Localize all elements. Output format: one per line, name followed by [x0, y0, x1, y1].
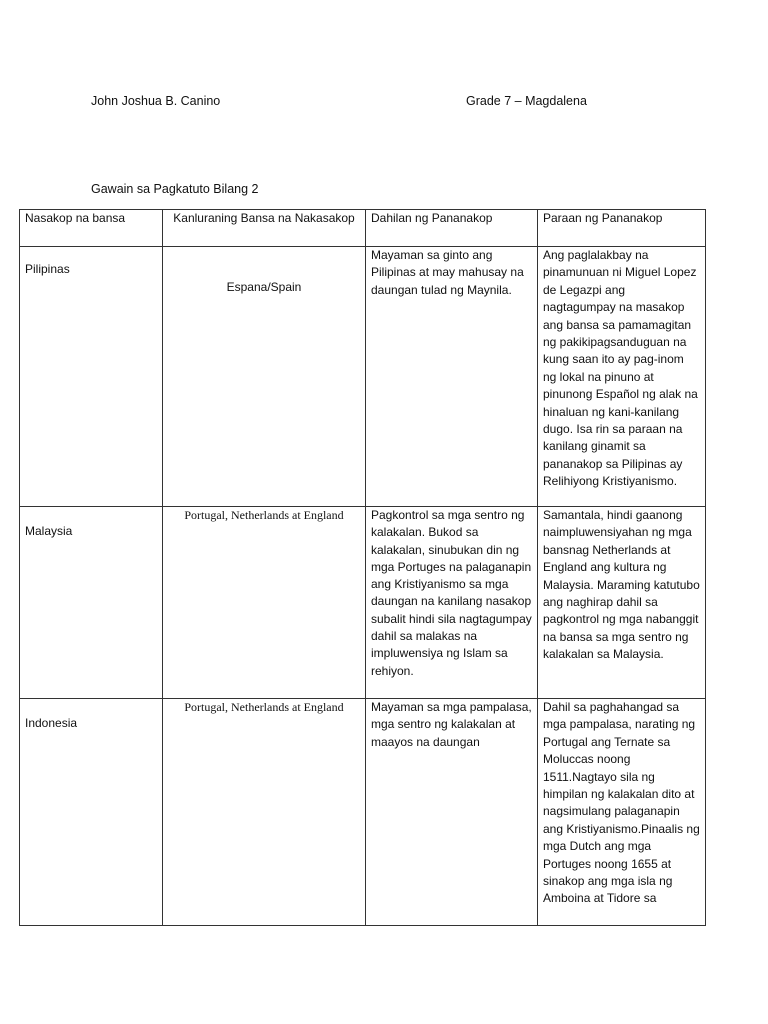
header-colonized-country: Nasakop na bansa: [20, 210, 163, 247]
header-method: Paraan ng Pananakop: [538, 210, 706, 247]
country-name: Indonesia: [25, 716, 78, 730]
reason-text: Pagkontrol sa mga sentro ng kalakalan. Bukod sa kalakalan, sinubukan din ng mga Portuges na palaganapin ang Kristiyanismo sa mga daungan na kanilang nasakop subalit hindi sila nagtagumpay dahil sa malakas na impluwensiya ng Islam sa rehiyon.: [371, 508, 532, 678]
colonizer-name: Portugal, Netherlands at England: [184, 700, 344, 714]
cell-colonizer: [163, 507, 366, 699]
grade-section: Grade 7 – Magdalena: [466, 94, 587, 108]
cell-reason: [366, 699, 538, 926]
colonization-table: [19, 209, 706, 926]
cell-country: [20, 699, 163, 926]
table-row: [20, 247, 706, 507]
cell-colonizer: [163, 699, 366, 926]
method-text: Dahil sa paghahangad sa mga pampalasa, narating ng Portugal ang Ternate sa Moluccas noong 1511.Nagtayo sila ng himpilan ng kalakalan dito at nagsimulang palaganapin ang Kristiyanismo.Pinaalis ng mga Dutch ang mga Portuges noong 1655 at sinakop ang mga isla ng Amboina at Tidore sa: [543, 700, 700, 906]
method-text: Ang paglalakbay na pinamunuan ni Miguel Lopez de Legazpi ang nagtagumpay na masakop ang bansa sa pamamagitan ng pakikipagsanduguan na kung saan ito ay pag-inom ng lokal na pinuno at pinunong Español ng alak na hinaluan ng kani-kanilang dugo. Isa rin sa paraan na kanilang ginamit sa pananakop sa Pilipinas ay Relihiyong Kristiyanismo.: [543, 248, 698, 489]
table-header-row: [20, 210, 706, 247]
cell-country: [20, 507, 163, 699]
activity-title: Gawain sa Pagkatuto Bilang 2: [91, 182, 259, 196]
reason-text: Mayaman sa mga pampalasa, mga sentro ng kalakalan at maayos na daungan: [371, 700, 532, 749]
country-name: Malaysia: [25, 524, 73, 538]
cell-method: [538, 699, 706, 926]
colonizer-name: Portugal, Netherlands at England: [184, 508, 344, 522]
student-name: John Joshua B. Canino: [91, 94, 221, 108]
method-text: Samantala, hindi gaanong naimpluwensiyahan ng mga bansnag Netherlands at England ang kultura ng Malaysia. Maraming katutubo ang naghirap dahil sa pagkontrol ng mga nabanggit na bansa sa mga sentro ng kalakalan sa Malaysia.: [543, 508, 700, 662]
table-row: [20, 699, 706, 926]
cell-method: [538, 507, 706, 699]
cell-country: [20, 247, 163, 507]
table-row: [20, 507, 706, 699]
reason-text: Mayaman sa ginto ang Pilipinas at may mahusay na daungan tulad ng Maynila.: [371, 248, 524, 297]
cell-colonizer: [163, 247, 366, 507]
cell-reason: [366, 247, 538, 507]
cell-method: [538, 247, 706, 507]
cell-reason: [366, 507, 538, 699]
colonizer-name: Espana/Spain: [226, 280, 302, 294]
country-name: Pilipinas: [25, 262, 70, 276]
header-colonizer: Kanluraning Bansa na Nakasakop: [163, 210, 366, 247]
header-reason: Dahilan ng Pananakop: [366, 210, 538, 247]
